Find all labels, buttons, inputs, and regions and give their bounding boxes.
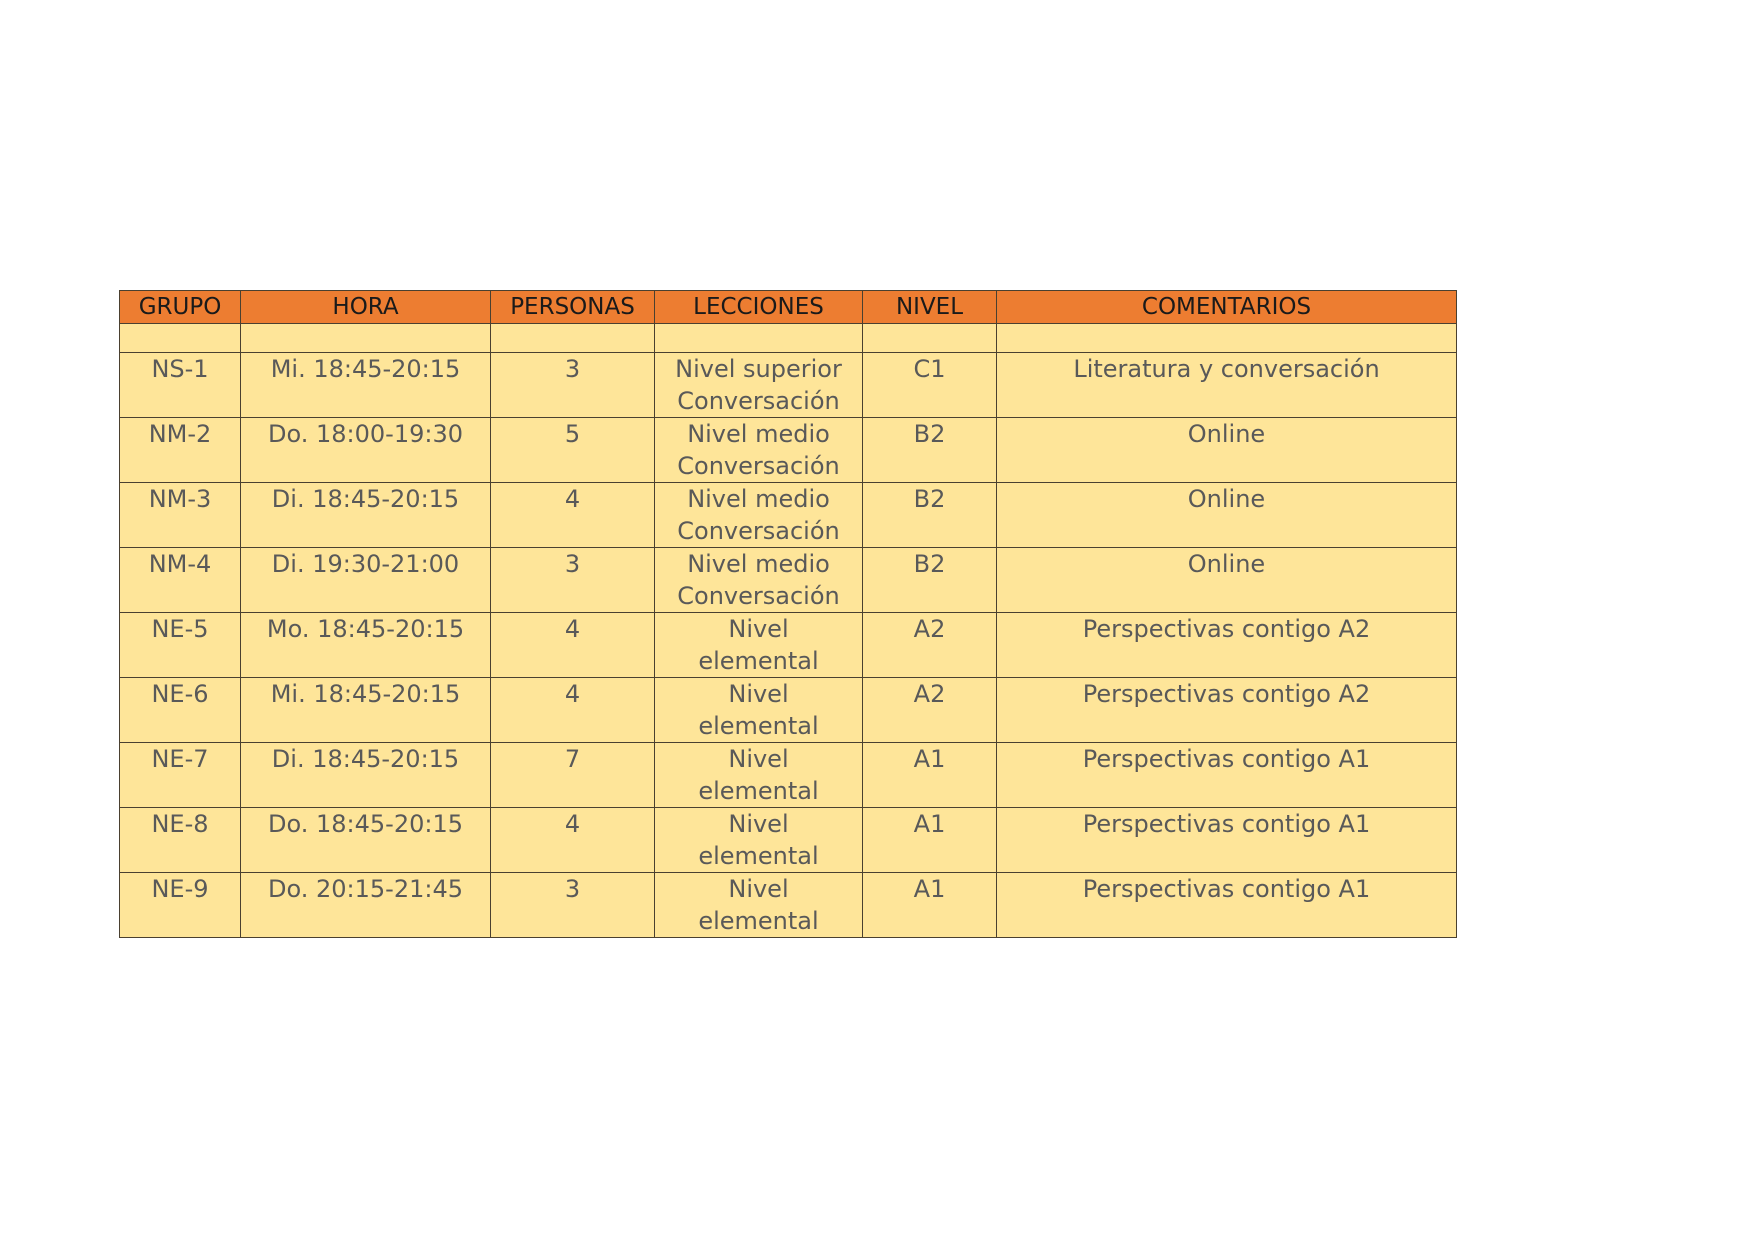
lecciones-line: elemental: [698, 647, 819, 675]
cell-comentarios: Perspectivas contigo A1: [997, 873, 1457, 938]
cell-hora: Di. 19:30-21:00: [241, 548, 491, 613]
lecciones-line: elemental: [698, 777, 819, 805]
cell-nivel: B2: [863, 548, 997, 613]
cell-personas: 7: [491, 743, 655, 808]
cell-grupo: NE-5: [120, 613, 241, 678]
lecciones-line: Nivel: [728, 615, 789, 643]
header-lecciones: LECCIONES: [655, 291, 863, 324]
table-row: [120, 548, 1457, 613]
cell-comentarios: Perspectivas contigo A2: [997, 613, 1457, 678]
cell-personas: 3: [491, 548, 655, 613]
cell-lecciones: [655, 353, 863, 418]
schedule-table: [119, 290, 1457, 938]
cell-comentarios: Perspectivas contigo A2: [997, 678, 1457, 743]
cell-grupo: NE-8: [120, 808, 241, 873]
cell-nivel: B2: [863, 418, 997, 483]
lecciones-line: elemental: [698, 842, 819, 870]
blank-cell: [863, 324, 997, 353]
lecciones-line: Nivel superior: [675, 355, 842, 383]
cell-lecciones: [655, 873, 863, 938]
blank-cell: [997, 324, 1457, 353]
lecciones-line: elemental: [698, 907, 819, 935]
table-row: [120, 353, 1457, 418]
cell-grupo: NE-7: [120, 743, 241, 808]
cell-nivel: A1: [863, 873, 997, 938]
table-row: [120, 678, 1457, 743]
cell-grupo: NE-6: [120, 678, 241, 743]
table-row: [120, 483, 1457, 548]
cell-lecciones: [655, 743, 863, 808]
lecciones-line: Conversación: [677, 582, 840, 610]
header-nivel: NIVEL: [863, 291, 997, 324]
blank-cell: [491, 324, 655, 353]
lecciones-line: elemental: [698, 712, 819, 740]
cell-hora: Di. 18:45-20:15: [241, 743, 491, 808]
cell-comentarios: Online: [997, 418, 1457, 483]
cell-personas: 4: [491, 678, 655, 743]
cell-nivel: A1: [863, 808, 997, 873]
cell-personas: 4: [491, 613, 655, 678]
cell-lecciones: [655, 808, 863, 873]
blank-cell: [241, 324, 491, 353]
table-row: [120, 613, 1457, 678]
table-body: [120, 324, 1457, 938]
table-row: [120, 743, 1457, 808]
cell-comentarios: Perspectivas contigo A1: [997, 808, 1457, 873]
cell-lecciones: [655, 483, 863, 548]
header-personas: PERSONAS: [491, 291, 655, 324]
cell-comentarios: Online: [997, 548, 1457, 613]
cell-nivel: A2: [863, 678, 997, 743]
header-hora: HORA: [241, 291, 491, 324]
cell-hora: Mo. 18:45-20:15: [241, 613, 491, 678]
cell-grupo: NS-1: [120, 353, 241, 418]
blank-row: [120, 324, 1457, 353]
table-row: [120, 808, 1457, 873]
blank-cell: [655, 324, 863, 353]
table-header: [120, 291, 1457, 324]
cell-personas: 3: [491, 873, 655, 938]
cell-hora: Di. 18:45-20:15: [241, 483, 491, 548]
cell-personas: 3: [491, 353, 655, 418]
cell-comentarios: Online: [997, 483, 1457, 548]
cell-hora: Do. 18:00-19:30: [241, 418, 491, 483]
cell-nivel: B2: [863, 483, 997, 548]
lecciones-line: Nivel: [728, 875, 789, 903]
cell-comentarios: Literatura y conversación: [997, 353, 1457, 418]
table-row: [120, 873, 1457, 938]
lecciones-line: Nivel medio: [687, 485, 830, 513]
cell-hora: Mi. 18:45-20:15: [241, 678, 491, 743]
cell-hora: Do. 20:15-21:45: [241, 873, 491, 938]
lecciones-line: Nivel: [728, 810, 789, 838]
lecciones-line: Conversación: [677, 517, 840, 545]
cell-personas: 5: [491, 418, 655, 483]
lecciones-line: Nivel: [728, 680, 789, 708]
cell-personas: 4: [491, 483, 655, 548]
table-row: [120, 418, 1457, 483]
cell-hora: Mi. 18:45-20:15: [241, 353, 491, 418]
lecciones-line: Conversación: [677, 387, 840, 415]
cell-nivel: A1: [863, 743, 997, 808]
cell-hora: Do. 18:45-20:15: [241, 808, 491, 873]
cell-personas: 4: [491, 808, 655, 873]
lecciones-line: Nivel: [728, 745, 789, 773]
cell-nivel: A2: [863, 613, 997, 678]
cell-nivel: C1: [863, 353, 997, 418]
blank-cell: [120, 324, 241, 353]
header-comentarios: COMENTARIOS: [997, 291, 1457, 324]
cell-lecciones: [655, 613, 863, 678]
cell-lecciones: [655, 678, 863, 743]
lecciones-line: Nivel medio: [687, 550, 830, 578]
lecciones-line: Conversación: [677, 452, 840, 480]
cell-grupo: NM-4: [120, 548, 241, 613]
header-grupo: GRUPO: [120, 291, 241, 324]
lecciones-line: Nivel medio: [687, 420, 830, 448]
cell-grupo: NE-9: [120, 873, 241, 938]
header-row: [120, 291, 1457, 324]
cell-lecciones: [655, 548, 863, 613]
cell-lecciones: [655, 418, 863, 483]
cell-grupo: NM-3: [120, 483, 241, 548]
cell-grupo: NM-2: [120, 418, 241, 483]
cell-comentarios: Perspectivas contigo A1: [997, 743, 1457, 808]
